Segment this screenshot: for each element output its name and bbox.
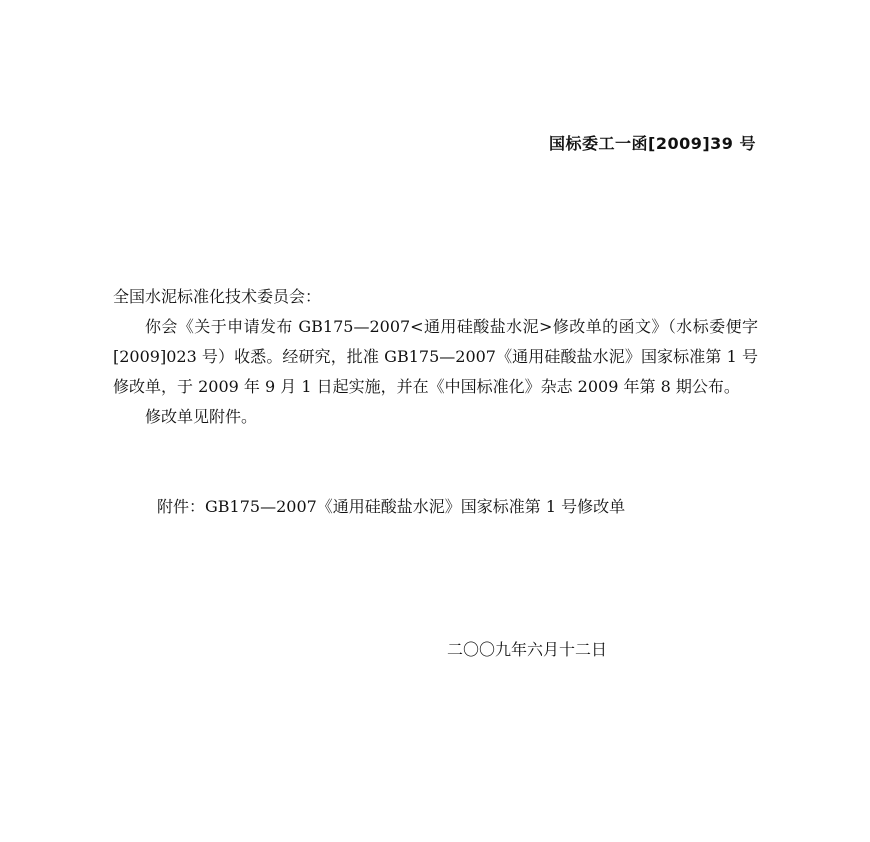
document-number: 国标委工一函[2009]39 号 <box>549 134 756 153</box>
paragraph-attachment-note: 修改单见附件。 <box>145 407 258 426</box>
attachment-line: 附件：GB175—2007《通用硅酸盐水泥》国家标准第 1 号修改单 <box>157 497 626 516</box>
salutation: 全国水泥标准化技术委员会： <box>113 287 322 306</box>
letter-body <box>113 282 758 432</box>
issue-date: 二〇〇九年六月十二日 <box>447 640 608 659</box>
paragraph-approval: 你会《关于申请发布 GB175—2007<通用硅酸盐水泥>修改单的函文》（水标委便字[2009]023 号）收悉。经研究，批准 GB175—2007《通用硅酸盐水泥》国家标准第 1 号修改单，于 2009 年 9 月 1 日起实施，并在《中国标准化》杂志 2009 年第 8 期公布。 <box>113 317 758 396</box>
